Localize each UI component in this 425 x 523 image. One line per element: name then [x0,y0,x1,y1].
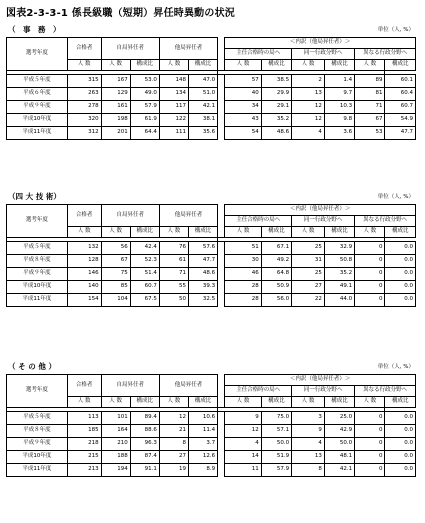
data-cell: 35.6 [188,127,217,140]
row-year-cell: 平成９年度 [7,268,68,281]
row-year-cell: 平成10年度 [7,281,68,294]
data-cell: 215 [67,451,101,464]
header-former-office: 主任合格時の局へ [225,386,292,397]
data-cell: 57.1 [261,425,291,438]
data-cell: 29.1 [261,101,291,114]
data-cell: 91.1 [130,464,159,477]
data-cell: 48.6 [261,127,291,140]
data-cell: 210 [101,438,130,451]
data-cell: 154 [67,294,101,307]
data-cell: 88.6 [130,425,159,438]
header-diff-field: 異なる行政分野へ [355,216,416,227]
column-gap [218,127,225,140]
data-cell: 64.4 [130,127,159,140]
data-cell: 11 [225,464,261,477]
table-row [7,281,416,294]
data-cell: 0.0 [385,412,416,425]
row-year-cell: 平成10年度 [7,114,68,127]
table-row [7,127,416,140]
data-cell: 55 [159,281,188,294]
header-other-office: 他局昇任者 [159,375,217,397]
row-year-cell: 平成８年度 [7,255,68,268]
row-year-cell: 平成11年度 [7,127,68,140]
table-row [7,294,416,307]
data-cell: 122 [159,114,188,127]
data-cell: 140 [67,281,101,294]
data-cell: 67 [101,255,130,268]
table-row [7,464,416,477]
header-count: 人 数 [355,397,385,408]
data-cell: 81 [355,88,385,101]
data-cell: 54 [225,127,261,140]
data-cell: 52.3 [130,255,159,268]
table-row [7,75,416,88]
data-cell: 57 [225,75,261,88]
header-count: 人 数 [355,227,385,238]
header-other-office: 他局昇任者 [159,205,217,227]
data-cell: 54.9 [385,114,416,127]
data-cell: 46 [225,268,261,281]
data-cell: 9 [292,425,325,438]
column-gap [218,464,225,477]
row-year-cell: 平成６年度 [7,88,68,101]
header-count: 人 数 [101,397,130,408]
header-ratio: 構成比 [130,227,159,238]
data-cell: 48.6 [188,268,217,281]
header-breakdown: ＜内訳（他局昇任者）＞ [225,205,416,216]
data-cell: 75 [101,268,130,281]
column-gap [218,281,225,294]
column-gap [218,101,225,114]
data-cell: 9.8 [324,114,354,127]
data-cell: 47.0 [188,75,217,88]
data-cell: 60.4 [385,88,416,101]
data-cell: 57.9 [130,101,159,114]
data-cell: 0 [355,438,385,451]
data-cell: 67.5 [130,294,159,307]
header-ratio: 構成比 [188,60,217,71]
row-year-cell: 平成５年度 [7,412,68,425]
data-cell: 8 [292,464,325,477]
data-cell: 0.0 [385,242,416,255]
data-cell: 27 [159,451,188,464]
data-cell: 51 [225,242,261,255]
data-cell: 0 [355,281,385,294]
header-count: 人 数 [292,227,325,238]
header-year: 選考年度 [7,375,68,408]
data-cell: 67 [355,114,385,127]
column-gap [218,205,225,238]
data-cell: 8.9 [188,464,217,477]
header-same-field: 同一行政分野へ [292,216,355,227]
table-row [7,101,416,114]
data-cell: 188 [101,451,130,464]
document-title: 図表2-3-3-1 係長級職（短期）昇任時異動の状況 [6,8,235,19]
data-cell: 43 [225,114,261,127]
data-cell: 47.7 [188,255,217,268]
column-gap [218,38,225,71]
header-count: 人 数 [159,397,188,408]
header-same-field: 同一行政分野へ [292,386,355,397]
header-same-office: 自局昇任者 [101,375,159,397]
data-cell: 50 [159,294,188,307]
row-year-cell: 平成５年度 [7,242,68,255]
data-cell: 60.7 [130,281,159,294]
column-gap [218,375,225,408]
table-row [7,268,416,281]
data-cell: 0.0 [385,438,416,451]
data-cell: 51.0 [188,88,217,101]
data-cell: 0 [355,451,385,464]
data-cell: 0 [355,464,385,477]
data-cell: 89.4 [130,412,159,425]
column-gap [218,451,225,464]
column-gap [218,294,225,307]
data-cell: 76 [159,242,188,255]
header-former-office: 主任合格時の局へ [225,49,292,60]
data-cell: 148 [159,75,188,88]
data-cell: 161 [101,101,130,114]
row-year-cell: 平成10年度 [7,451,68,464]
column-gap [218,268,225,281]
column-gap [218,255,225,268]
data-cell: 87.4 [130,451,159,464]
header-count: 人 数 [292,397,325,408]
header-count: 人 数 [67,227,101,238]
data-table [6,204,416,307]
data-cell: 38.5 [261,75,291,88]
section-header [6,191,416,204]
data-cell: 312 [67,127,101,140]
data-cell: 51.9 [261,451,291,464]
data-cell: 198 [101,114,130,127]
data-cell: 0 [355,412,385,425]
data-cell: 47.7 [385,127,416,140]
table-row [7,412,416,425]
data-cell: 28 [225,294,261,307]
data-cell: 61.9 [130,114,159,127]
header-count: 人 数 [225,227,261,238]
header-other-office: 他局昇任者 [159,38,217,60]
header-ratio: 構成比 [324,60,354,71]
data-cell: 39.3 [188,281,217,294]
data-cell: 49.1 [324,281,354,294]
header-ratio: 構成比 [261,60,291,71]
data-cell: 13 [292,451,325,464]
data-cell: 64.8 [261,268,291,281]
data-cell: 12 [292,114,325,127]
table-row [7,242,416,255]
header-ratio: 構成比 [188,227,217,238]
header-count: 人 数 [67,397,101,408]
data-cell: 3.7 [188,438,217,451]
data-cell: 60.7 [385,101,416,114]
data-cell: 35.2 [261,114,291,127]
data-cell: 0 [355,242,385,255]
header-ratio: 構成比 [261,397,291,408]
data-cell: 167 [101,75,130,88]
header-ratio: 構成比 [188,397,217,408]
data-cell: 75.0 [261,412,291,425]
data-cell: 0.0 [385,255,416,268]
header-row [7,397,416,408]
table-row [7,425,416,438]
data-cell: 0.0 [385,294,416,307]
data-cell: 40 [225,88,261,101]
header-ratio: 構成比 [385,60,416,71]
data-cell: 0.0 [385,464,416,477]
data-cell: 278 [67,101,101,114]
data-cell: 0.0 [385,268,416,281]
header-row [7,38,416,49]
data-cell: 320 [67,114,101,127]
table-section [6,24,416,140]
header-ratio: 構成比 [130,397,159,408]
row-year-cell: 平成11年度 [7,464,68,477]
data-cell: 213 [67,464,101,477]
data-cell: 12 [159,412,188,425]
header-year: 選考年度 [7,38,68,71]
header-ratio: 構成比 [261,227,291,238]
data-cell: 0.0 [385,281,416,294]
header-row [7,205,416,216]
data-cell: 44.0 [324,294,354,307]
table-section [6,191,416,307]
header-count: 人 数 [159,227,188,238]
data-cell: 3.6 [324,127,354,140]
data-cell: 29.9 [261,88,291,101]
row-year-cell: 平成９年度 [7,101,68,114]
header-count: 人 数 [67,60,101,71]
data-cell: 12.6 [188,451,217,464]
data-cell: 4 [225,438,261,451]
data-cell: 71 [159,268,188,281]
header-same-field: 同一行政分野へ [292,49,355,60]
data-cell: 111 [159,127,188,140]
data-cell: 101 [101,412,130,425]
data-cell: 38.1 [188,114,217,127]
header-diff-field: 異なる行政分野へ [355,386,416,397]
data-cell: 315 [67,75,101,88]
data-cell: 0 [355,425,385,438]
data-cell: 53 [355,127,385,140]
data-cell: 56.0 [261,294,291,307]
table-row [7,255,416,268]
header-ratio: 構成比 [385,227,416,238]
header-former-office: 主任合格時の局へ [225,216,292,227]
header-ratio: 構成比 [385,397,416,408]
data-cell: 4 [292,438,325,451]
data-cell: 3 [292,412,325,425]
data-cell: 8 [159,438,188,451]
data-cell: 0.0 [385,451,416,464]
data-cell: 89 [355,75,385,88]
data-cell: 12 [225,425,261,438]
header-row [7,60,416,71]
data-cell: 218 [67,438,101,451]
data-cell: 71 [355,101,385,114]
data-cell: 12 [292,101,325,114]
data-cell: 57.6 [188,242,217,255]
header-row [7,227,416,238]
data-cell: 31 [292,255,325,268]
data-cell: 263 [67,88,101,101]
data-cell: 185 [67,425,101,438]
header-count: 人 数 [355,60,385,71]
data-cell: 50.0 [261,438,291,451]
data-cell: 11.4 [188,425,217,438]
data-table [6,37,416,140]
header-passers: 合格者 [67,205,101,227]
data-cell: 2 [292,75,325,88]
table-row [7,114,416,127]
data-cell: 10.3 [324,101,354,114]
data-cell: 104 [101,294,130,307]
data-cell: 25 [292,268,325,281]
row-year-cell: 平成９年度 [7,438,68,451]
data-cell: 0 [355,268,385,281]
row-year-cell: 平成11年度 [7,294,68,307]
header-ratio: 構成比 [130,60,159,71]
data-cell: 57.9 [261,464,291,477]
column-gap [218,425,225,438]
row-year-cell: 平成８年度 [7,425,68,438]
data-cell: 164 [101,425,130,438]
data-cell: 4 [292,127,325,140]
data-cell: 85 [101,281,130,294]
data-cell: 42.1 [324,464,354,477]
data-cell: 0 [355,255,385,268]
data-cell: 53.0 [130,75,159,88]
header-breakdown: ＜内訳（他局昇任者）＞ [225,375,416,386]
column-gap [218,412,225,425]
unit-label: 単位（人, %） [377,194,414,200]
section-label: （ そ の 他 ） [8,362,56,371]
data-cell: 30 [225,255,261,268]
data-cell: 113 [67,412,101,425]
column-gap [218,88,225,101]
header-row [7,375,416,386]
data-cell: 1.4 [324,75,354,88]
data-cell: 42.4 [130,242,159,255]
header-breakdown: ＜内訳（他局昇任者）＞ [225,38,416,49]
header-year: 選考年度 [7,205,68,238]
section-header [6,361,416,374]
unit-label: 単位（人, %） [377,27,414,33]
data-cell: 21 [159,425,188,438]
data-cell: 49.2 [261,255,291,268]
data-cell: 9 [225,412,261,425]
column-gap [218,242,225,255]
column-gap [218,438,225,451]
data-cell: 117 [159,101,188,114]
section-label: （四 大 技 術） [8,192,61,201]
data-cell: 50.0 [324,438,354,451]
data-cell: 34 [225,101,261,114]
data-cell: 0.0 [385,425,416,438]
data-cell: 48.1 [324,451,354,464]
table-row [7,438,416,451]
data-cell: 134 [159,88,188,101]
header-ratio: 構成比 [324,397,354,408]
header-count: 人 数 [225,397,261,408]
table-row [7,88,416,101]
data-cell: 201 [101,127,130,140]
header-same-office: 自局昇任者 [101,205,159,227]
data-table [6,374,416,477]
column-gap [218,75,225,88]
data-cell: 10.6 [188,412,217,425]
data-cell: 128 [67,255,101,268]
data-cell: 67.1 [261,242,291,255]
data-cell: 13 [292,88,325,101]
data-cell: 60.1 [385,75,416,88]
data-cell: 132 [67,242,101,255]
header-count: 人 数 [101,60,130,71]
data-cell: 25 [292,242,325,255]
data-cell: 28 [225,281,261,294]
row-year-cell: 平成５年度 [7,75,68,88]
data-cell: 51.4 [130,268,159,281]
data-cell: 25.0 [324,412,354,425]
section-header [6,24,416,37]
data-cell: 42.1 [188,101,217,114]
data-cell: 49.0 [130,88,159,101]
data-cell: 22 [292,294,325,307]
column-gap [218,114,225,127]
data-cell: 56 [101,242,130,255]
data-cell: 194 [101,464,130,477]
data-cell: 32.5 [188,294,217,307]
header-count: 人 数 [292,60,325,71]
data-cell: 35.2 [324,268,354,281]
data-cell: 0 [355,294,385,307]
data-cell: 96.3 [130,438,159,451]
header-count: 人 数 [101,227,130,238]
data-cell: 129 [101,88,130,101]
data-cell: 32.9 [324,242,354,255]
data-cell: 50.8 [324,255,354,268]
header-count: 人 数 [159,60,188,71]
data-cell: 50.9 [261,281,291,294]
data-cell: 61 [159,255,188,268]
data-cell: 9.7 [324,88,354,101]
data-cell: 27 [292,281,325,294]
header-passers: 合格者 [67,375,101,397]
table-section [6,361,416,477]
unit-label: 単位（人, %） [377,364,414,370]
data-cell: 14 [225,451,261,464]
header-diff-field: 異なる行政分野へ [355,49,416,60]
header-count: 人 数 [225,60,261,71]
data-cell: 42.9 [324,425,354,438]
data-cell: 146 [67,268,101,281]
section-label: （ 事 務 ） [8,25,61,34]
header-ratio: 構成比 [324,227,354,238]
data-cell: 19 [159,464,188,477]
table-row [7,451,416,464]
header-same-office: 自局昇任者 [101,38,159,60]
header-passers: 合格者 [67,38,101,60]
